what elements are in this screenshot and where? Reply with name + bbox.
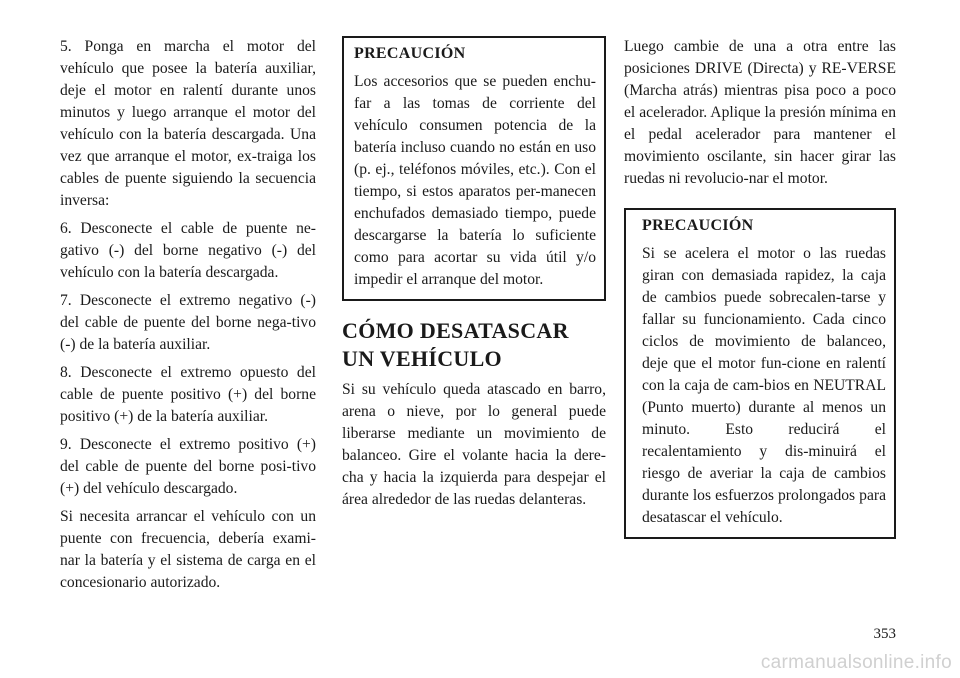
step-5-paragraph: 5. Ponga en marcha el motor del vehículo que posee la batería auxiliar, deje el motor en ralentí durante unos minutos y luego arranque el motor del vehículo con la batería descargada. Una vez que arranque el motor, ex-traiga los cables de puente siguiendo la secuencia inversa: [60, 38, 316, 209]
right-column [624, 36, 896, 539]
middle-column [342, 36, 606, 517]
page-number: 353 [873, 626, 896, 642]
watermark-text: carmanualsonline.info [760, 652, 952, 673]
caution-box-accessories [342, 36, 606, 301]
step-8-paragraph: 8. Desconecte el extremo opuesto del cable de puente positivo (+) del borne positivo (+) de la batería auxiliar. [60, 364, 316, 425]
rocking-paragraph: Luego cambie de una a otra entre las posiciones DRIVE (Directa) y RE-VERSE (Marcha atrás) mientras pisa poco a poco el acelerador. Aplique la presión mínima en el pedal acelerador para mantener el movimiento oscilante, sin hacer girar las ruedas ni revolucio-nar el motor. [624, 38, 896, 187]
section-heading: CÓMO DESATASCAR UN VEHÍCULO [342, 318, 569, 371]
caution-title: PRECAUCIÓN [642, 217, 754, 234]
caution-text: Los accesorios que se pueden enchu-far a las tomas de corriente del vehículo consumen potencia de la batería incluso cuando no están en uso (p. ej., teléfonos móviles, etc.). Con el tiempo, si estos aparatos per-manecen enchufados demasiado tiempo, puede descargarse la batería lo suficiente como para acortar su vida útil y/o impedir el arranque del motor. [354, 73, 596, 288]
step-9-paragraph: 9. Desconecte el extremo positivo (+) del cable de puente del borne posi-tivo (+) del vehículo descargado. [60, 436, 316, 497]
caution-text: Si se acelera el motor o las ruedas giran con demasiada rapidez, la caja de cambios puede sobrecalen-tarse y fallar su funcionamiento. Cada cinco ciclos de movimiento de balanceo, deje que el motor fun-cione en ralentí con la caja de cam-bios en NEUTRAL (Punto muerto) durante al menos un minuto. Esto reducirá el recalentamiento y dis-minuirá el riesgo de averiar la caja de cambios durante los esfuerzos prolongados para desatascar el vehículo. [642, 245, 886, 526]
step-7-paragraph: 7. Desconecte el extremo negativo (-) del cable de puente del borne nega-tivo (-) de la batería auxiliar. [60, 292, 316, 353]
left-column [60, 36, 316, 600]
unstuck-paragraph: Si su vehículo queda atascado en barro, arena o nieve, por lo general puede liberarse mediante un movimiento de balanceo. Gire el volante hacia la dere-cha y hacia la izquierda para despejar el área alrededor de las ruedas delanteras. [342, 381, 606, 508]
closing-paragraph: Si necesita arrancar el vehículo con un puente con frecuencia, debería exami-nar la batería y el sistema de carga en el concesionario autorizado. [60, 508, 316, 591]
step-6-paragraph: 6. Desconecte el cable de puente ne-gativo (-) del borne negativo (-) del vehículo con la batería descargada. [60, 220, 316, 281]
caution-title: PRECAUCIÓN [354, 45, 466, 62]
caution-box-transmission [624, 208, 896, 539]
